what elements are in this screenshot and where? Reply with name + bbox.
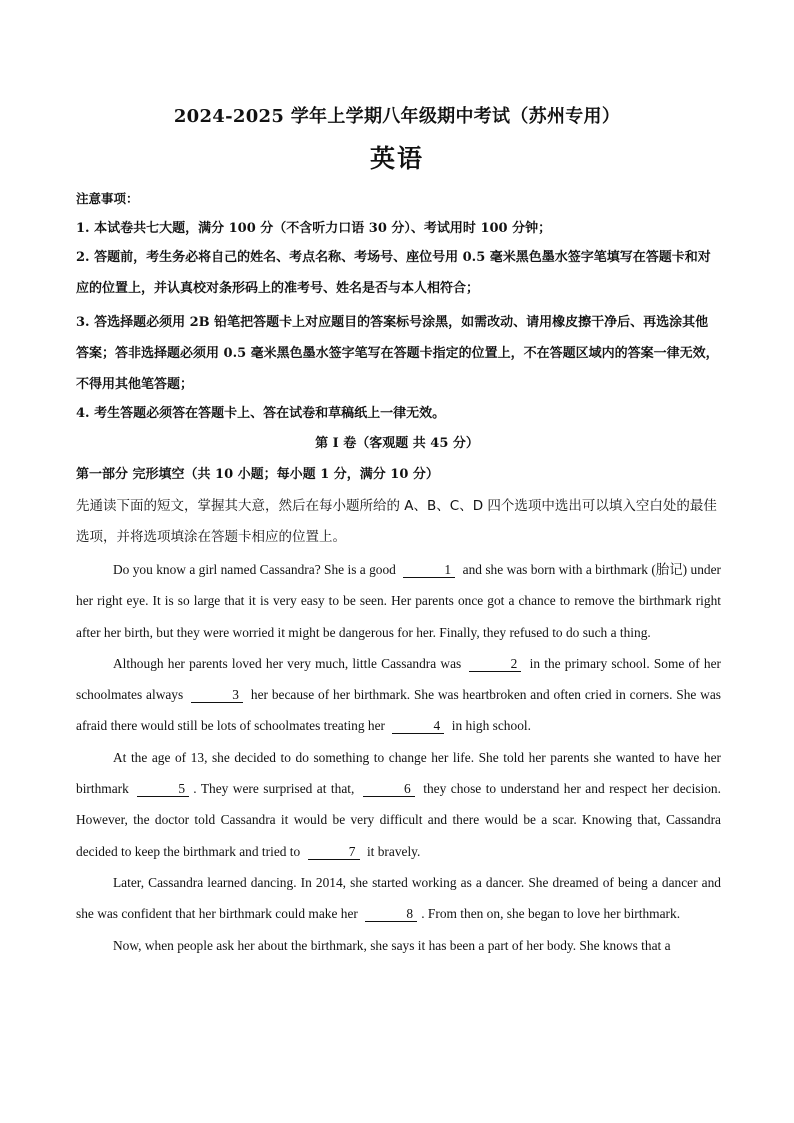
notice-heading: 注意事项： (76, 191, 139, 206)
passage-paragraph-5: Now, when people ask her about the birthmark, she says it has been a part of her body. She knows that a (113, 937, 671, 953)
passage-paragraph-2: Although her parents loved her very much, little Cassandra was 2 in the primary school. Some of her schoolmates always 3 her because of her birthmark. She was heartbroken and often cried in corners. She was afraid there would still be lots of schoolmates treating her 4 in high school. (76, 655, 721, 734)
notice-item-3: 3. 答选择题必须用 2B 铅笔把答题卡上对应题目的答案标号涂黑，如需改动、请用橡皮擦干净后、再选涂其他答案；答非选择题必须用 0.5 毫米黑色墨水签字笔写在答题卡指定的位置上，不在答题区域内的答案一律无效，不得用其他笔答题； (76, 315, 719, 392)
blank-3: 3 (191, 688, 243, 703)
part-heading: 第 I 卷（客观题 共 45 分） (315, 436, 479, 451)
blank-4: 4 (392, 719, 444, 734)
passage-paragraph-3: At the age of 13, she decided to do something to change her life. She told her parents she wanted to have her birthmark 5 . They were surprised at that, 6 they chose to understand her and respect her decision. However, the doctor told Cassandra it would be very difficult and there would be a scar. Knowing that, Cassandra decided to keep the birthmark and tried to 7 it bravely. (76, 749, 721, 859)
notice-item-1: 1. 本试卷共七大题，满分 100 分（不含听力口语 30 分）、考试用时 100 分钟； (76, 221, 552, 236)
blank-7: 7 (308, 845, 360, 860)
blank-1: 1 (403, 563, 455, 578)
subject-title: 英语 (369, 144, 424, 173)
blank-5: 5 (137, 782, 189, 797)
cloze-passage (76, 554, 721, 961)
section-heading: 第一部分 完形填空（共 10 小题；每小题 1 分，满分 10 分） (76, 467, 439, 482)
notice-item-4: 4. 考生答题必须答在答题卡上、答在试卷和草稿纸上一律无效。 (76, 406, 446, 421)
passage-paragraph-4: Later, Cassandra learned dancing. In 2014, she started working as a dancer. She dreamed of being a dancer and she was confident that her birthmark could make her 8 . From then on, she began to love her birthmark. (76, 874, 721, 922)
notice-item-2: 2. 答题前，考生务必将自己的姓名、考点名称、考场号、座位号用 0.5 毫米黑色墨水签字笔填写在答题卡和对应的位置上，并认真校对条形码上的准考号、姓名是否与本人相符合； (76, 250, 711, 296)
blank-2: 2 (469, 657, 521, 672)
section-instruction: 先通读下面的短文，掌握其大意，然后在每小题所给的 A、B、C、D 四个选项中选出可以填入空白处的最佳选项，并将选项填涂在答题卡相应的位置上。 (76, 498, 717, 545)
passage-paragraph-1: Do you know a girl named Cassandra? She is a good 1 and she was born with a birthmark (胎记) under her right eye. It is so large that it is very easy to be seen. Her parents once got a chance to remove the birthmark right after her birth, but they were worried it might be dangerous for her. Finally, they refused to do such a thing. (76, 562, 721, 640)
blank-8: 8 (365, 907, 417, 922)
blank-6: 6 (363, 782, 415, 797)
exam-title: 2024-2025 学年上学期八年级期中考试（苏州专用） (173, 106, 621, 127)
